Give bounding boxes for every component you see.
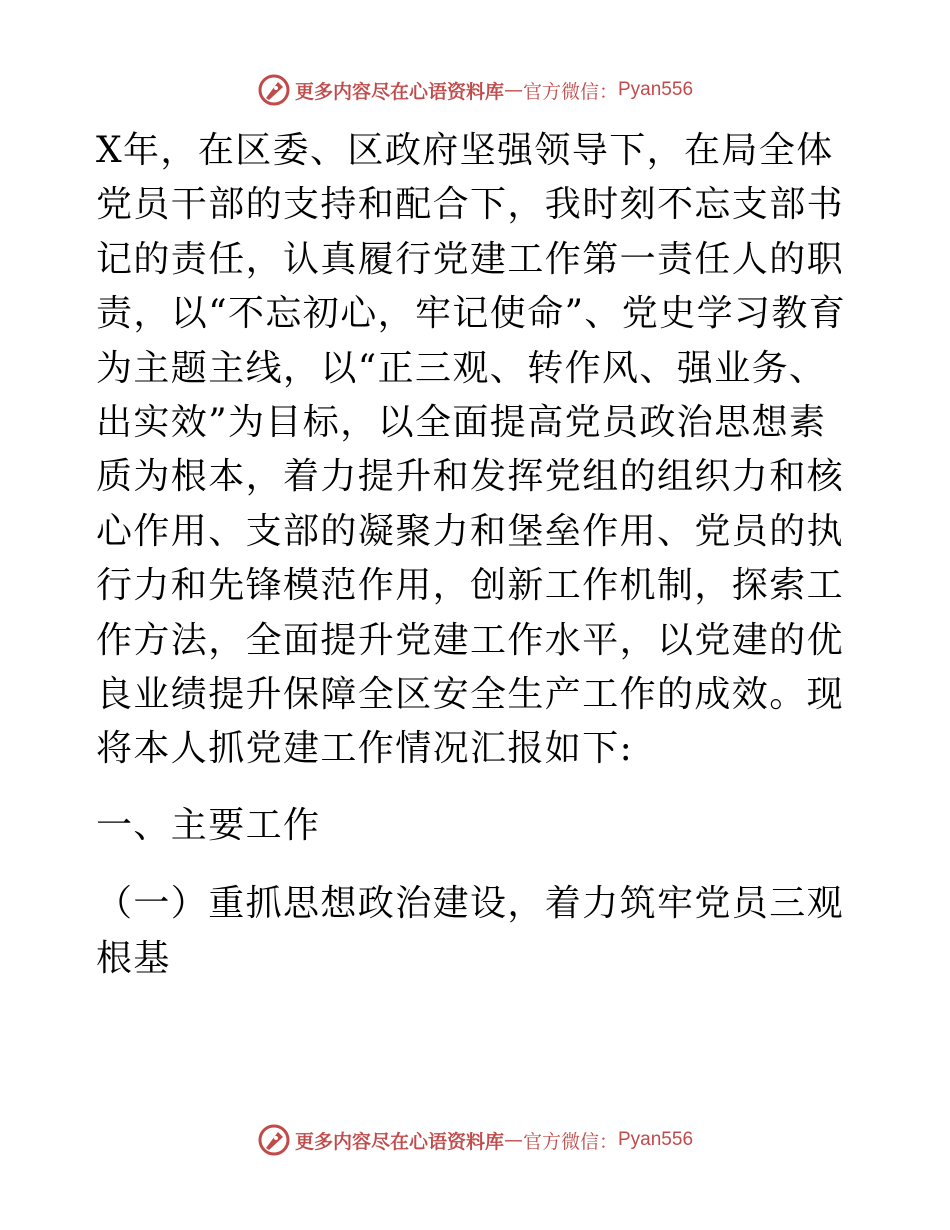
watermark-wechat-id: Pyan556 <box>618 1129 694 1150</box>
watermark-wechat-id: Pyan556 <box>618 79 694 100</box>
watermark-wechat-label: 官方微信： <box>522 1130 618 1153</box>
watermark-wechat-label: 官方微信： <box>522 80 618 103</box>
watermark-dash: — <box>503 1129 523 1151</box>
subsection-heading-ideology: （一）重抓思想政治建设，着力筑牢党员三观根基 <box>96 883 845 979</box>
watermark-main-text: 更多内容尽在心语资料库 <box>294 80 504 103</box>
pen-nib-logo-icon <box>257 73 291 107</box>
header-watermark <box>0 70 950 110</box>
watermark-main-text: 更多内容尽在心语资料库 <box>294 1130 504 1153</box>
document-body <box>96 124 856 986</box>
intro-paragraph: X年，在区委、区政府坚强领导下，在局全体党员干部的支持和配合下，我时刻不忘支部书记的责任，认真履行党建工作第一责任人的职责，以“不忘初心，牢记使命”、党史学习教育为主题主线，以“正三观、转作风、强业务、出实效”为目标，以全面提高党员政治思想素质为根本，着力提升和发挥党组的组织力和核心作用、支部的凝聚力和堡垒作用、党员的执行力和先锋模范作用，创新工作机制，探索工作方法，全面提升党建工作水平，以党建的优良业绩提升保障全区安全生产工作的成效。现将本人抓党建工作情况汇报如下: <box>96 130 847 770</box>
watermark-dash: — <box>503 79 523 101</box>
pen-nib-logo-icon <box>257 1123 291 1157</box>
footer-watermark <box>0 1120 950 1160</box>
section-heading-main-work: 一、主要工作 <box>96 804 321 846</box>
